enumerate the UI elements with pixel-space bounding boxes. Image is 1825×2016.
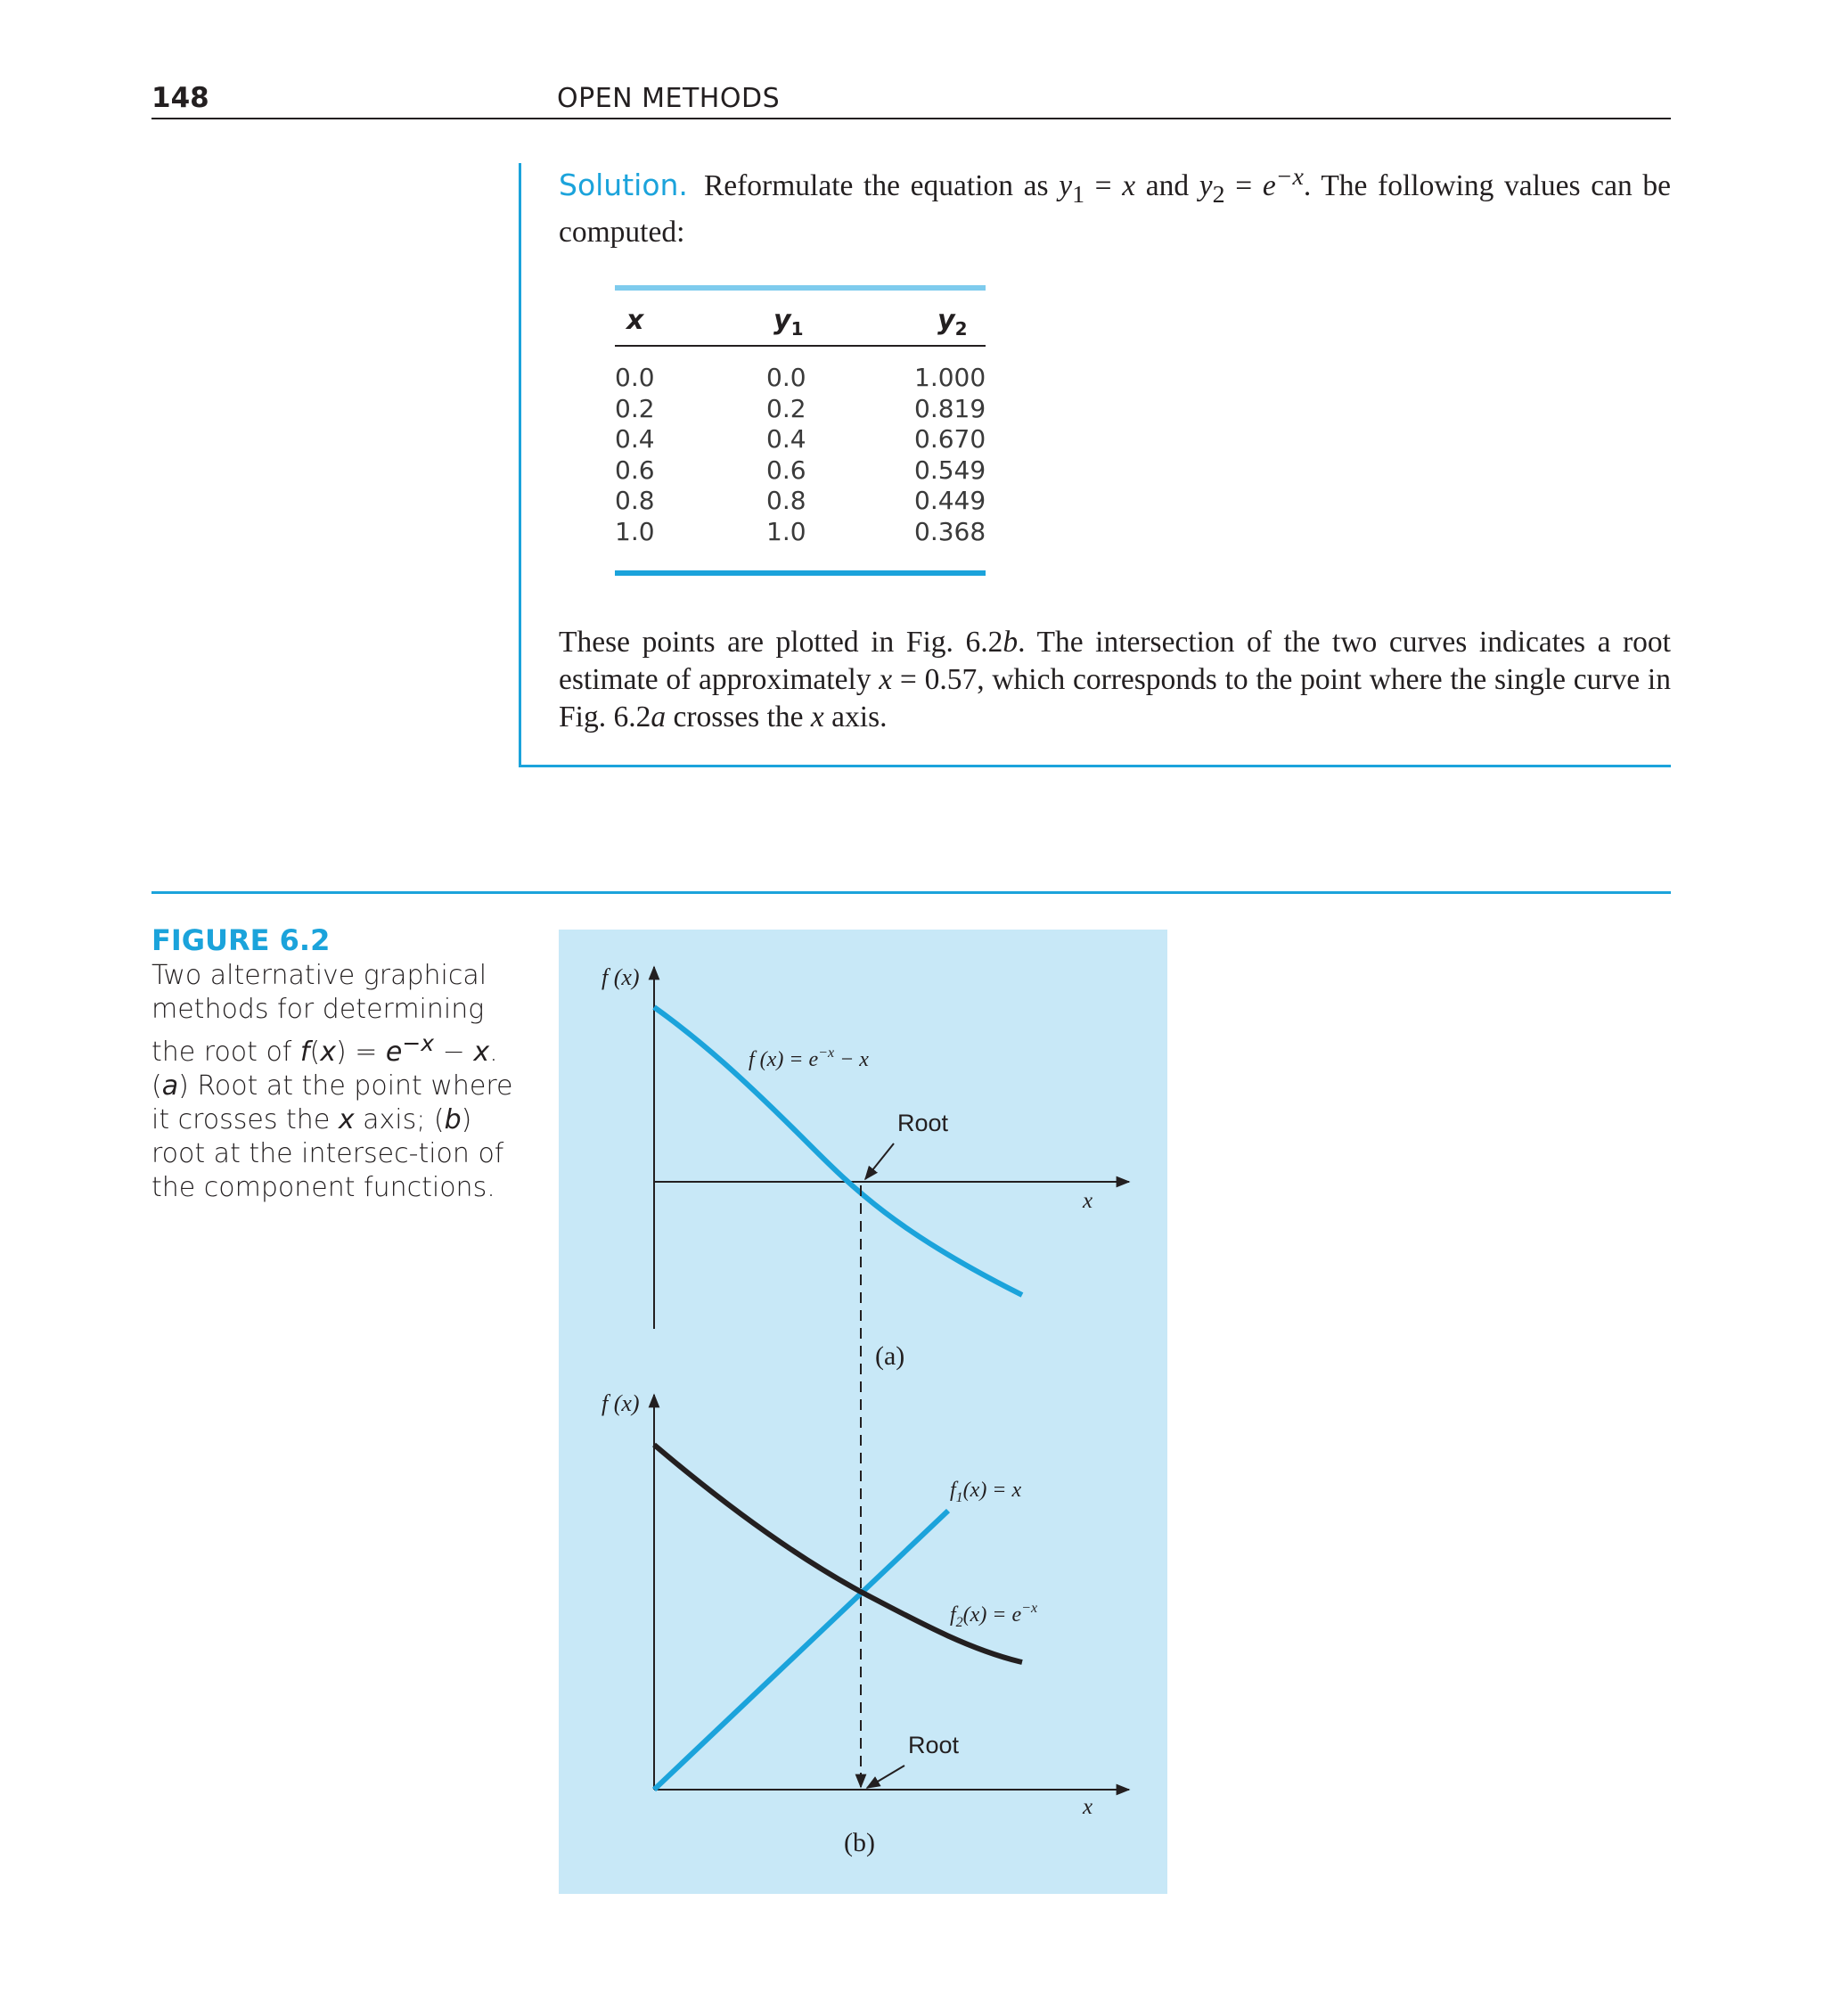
solution-text-2: . The following values can be computed: xyxy=(559,169,1671,249)
header-rule xyxy=(151,118,1671,119)
table-cell: 0.8 xyxy=(766,486,806,516)
var-x: x xyxy=(1122,169,1136,203)
conclusion-paragraph xyxy=(559,624,1671,736)
var-y2-sub: 2 xyxy=(1212,180,1225,209)
conclusion-text-5: axis. xyxy=(823,701,888,733)
caption-exponent: −x xyxy=(402,1030,435,1056)
table-header-y2 xyxy=(937,305,967,340)
panel-b-sublabel: (b) xyxy=(844,1828,875,1857)
table-cell: 0.368 xyxy=(914,516,986,546)
equals-1: = xyxy=(1084,169,1123,203)
caption-var: e xyxy=(385,1037,403,1068)
caption-text: ( xyxy=(309,1037,321,1068)
table-cell: 1.0 xyxy=(615,516,655,546)
table-bottom-rule xyxy=(615,570,986,576)
panel-b-f1-label: $f_1(x) = x$ xyxy=(950,1479,1022,1505)
table-cell: 0.549 xyxy=(914,455,986,485)
panel-a-y-label: f (x) xyxy=(602,964,640,990)
table-cell: 1.0 xyxy=(766,516,806,546)
caption-text: ) = xyxy=(335,1037,386,1068)
fig-ref-b: b xyxy=(1003,626,1019,659)
table-header-y1 xyxy=(773,305,803,340)
table-cell: 0.4 xyxy=(615,424,655,455)
panel-b-f2-label: $f_2(x) = e^{-x}$ xyxy=(950,1601,1038,1630)
page-number: 148 xyxy=(151,82,209,114)
header-y2-var: y xyxy=(937,305,955,336)
table-column-y2 xyxy=(914,363,986,548)
table-cell: 0.0 xyxy=(766,363,806,392)
panel-a-root-pointer xyxy=(865,1143,894,1179)
table-header-x: x xyxy=(626,305,644,336)
conclusion-text-2: . The intersection of the two curves indicates a root estimate of approximately xyxy=(559,626,1671,696)
header-y1-sub: 1 xyxy=(790,318,804,340)
caption-text: . ( xyxy=(151,1037,498,1102)
example-bottom-rule xyxy=(519,765,1671,767)
panel-b-f2-curve xyxy=(654,1445,1022,1662)
conclusion-text-3: = 0.57, which corresponds to the point where the single curve in Fig. 6.2 xyxy=(559,663,1671,733)
table-cell: 0.2 xyxy=(615,393,655,423)
figure-panel xyxy=(559,930,1167,1894)
table-cell: 1.000 xyxy=(914,363,986,392)
panel-b-y-label: f (x) xyxy=(602,1390,640,1416)
caption-text: ) root at the intersec-tion of the component functions. xyxy=(151,1104,504,1203)
var-y1-sub: 1 xyxy=(1072,180,1085,209)
panel-a-x-label: x xyxy=(1083,1189,1093,1213)
figure-caption xyxy=(151,959,526,1205)
table-cell: 0.4 xyxy=(766,424,806,455)
caption-text: ) Root at the point where it crosses the xyxy=(151,1070,513,1135)
caption-var: f xyxy=(299,1037,310,1068)
panel-a-root-label: Root xyxy=(897,1110,949,1136)
panel-a-sublabel: (a) xyxy=(875,1341,905,1371)
and-word: and xyxy=(1135,169,1199,203)
caption-var: b xyxy=(444,1104,462,1135)
table-cell: 0.0 xyxy=(615,363,655,392)
table-column-y1 xyxy=(766,363,806,548)
panel-a-curve-label: f $(x) = e^{-x} - x$ xyxy=(749,1045,869,1071)
exponent: −x xyxy=(1275,163,1304,191)
caption-var: x xyxy=(338,1104,355,1135)
solution-paragraph xyxy=(559,159,1671,251)
equals-2: = xyxy=(1224,169,1263,203)
caption-text: axis; ( xyxy=(354,1104,445,1135)
caption-var: x xyxy=(473,1037,490,1068)
figure-label: FIGURE 6.2 xyxy=(151,923,331,957)
conclusion-text-1: These points are plotted in Fig. 6.2 xyxy=(559,626,1003,659)
caption-var: x xyxy=(320,1037,336,1068)
panel-a xyxy=(602,964,1129,1371)
table-top-rule xyxy=(615,285,986,291)
solution-label: Solution. xyxy=(559,168,688,203)
panel-b-root-pointer xyxy=(867,1766,904,1788)
panel-b-x-label: x xyxy=(1083,1795,1093,1819)
figure-graphs xyxy=(559,930,1167,1894)
header-y2-sub: 2 xyxy=(954,318,968,340)
table-cell: 0.449 xyxy=(914,486,986,516)
table-cell: 0.819 xyxy=(914,393,986,423)
panel-b-f1-line xyxy=(654,1511,948,1790)
table-cell: 0.2 xyxy=(766,393,806,423)
header-y1-var: y xyxy=(773,305,791,336)
table-cell: 0.8 xyxy=(615,486,655,516)
var-x: x xyxy=(810,701,824,733)
caption-text: − xyxy=(434,1037,474,1068)
conclusion-text-4: crosses the xyxy=(666,701,811,733)
figure-rule xyxy=(151,891,1671,894)
var-y1: y xyxy=(1059,169,1073,203)
fig-ref-a: a xyxy=(651,701,667,733)
panel-b-root-label: Root xyxy=(908,1732,960,1758)
panel-b xyxy=(602,1390,1129,1857)
var-y2: y xyxy=(1199,169,1213,203)
table-cell: 0.6 xyxy=(615,455,655,485)
caption-var: a xyxy=(161,1070,179,1102)
running-head: OPEN METHODS xyxy=(557,83,781,114)
table-column-x xyxy=(615,363,655,548)
var-x: x xyxy=(879,663,893,696)
table-header-rule xyxy=(615,345,986,347)
example-left-bar xyxy=(519,163,521,767)
table-cell: 0.670 xyxy=(914,424,986,455)
table-cell: 0.6 xyxy=(766,455,806,485)
solution-text-1: Reformulate the equation as xyxy=(703,169,1060,203)
caption-text: Two alternative graphical methods for determining the root of xyxy=(151,960,487,1068)
var-e: e xyxy=(1262,169,1276,203)
